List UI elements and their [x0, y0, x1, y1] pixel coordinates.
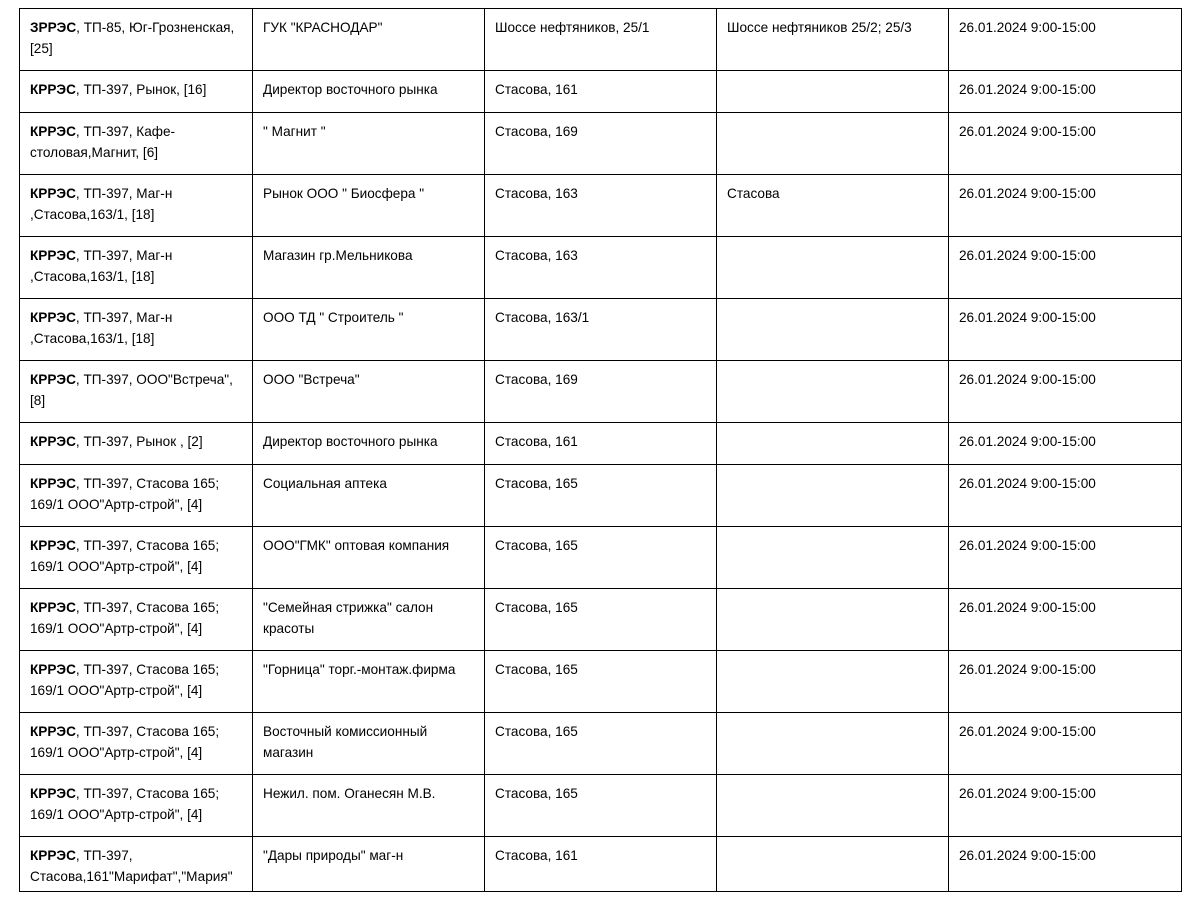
outage-time-cell	[949, 423, 1182, 465]
address-cell	[485, 9, 717, 71]
power-source-line: , ТП-397, Кафе-	[75, 124, 176, 139]
address-text: Стасова, 165	[495, 476, 578, 491]
power-source-line: , ТП-397, Стасова 165;	[75, 662, 220, 677]
consumer-line: "Дары природы" маг-н	[263, 848, 404, 863]
outage-time-cell	[949, 713, 1182, 775]
power-source-line: столовая,Магнит, [6]	[30, 145, 159, 160]
power-source-line: 169/1 ООО"Артр-строй", [4]	[30, 807, 203, 822]
power-source-cell	[20, 423, 253, 465]
consumer-line: Рынок ООО " Биосфера "	[263, 186, 425, 201]
network-district: КРРЭС	[30, 434, 76, 449]
consumer-line: ООО "Встреча"	[263, 372, 360, 387]
consumer-cell	[253, 423, 485, 465]
network-district: КРРЭС	[30, 186, 76, 201]
power-source-line: [25]	[30, 41, 53, 56]
extra-address-cell	[717, 113, 949, 175]
extra-address-cell	[717, 713, 949, 775]
consumer-cell	[253, 9, 485, 71]
consumer-line: Восточный комиссионный	[263, 724, 428, 739]
consumer-cell	[253, 237, 485, 299]
power-source-line: , ТП-397, ООО"Встреча",	[75, 372, 233, 387]
extra-address-cell	[717, 9, 949, 71]
outage-time-cell	[949, 465, 1182, 527]
extra-address-cell	[717, 175, 949, 237]
address-cell	[485, 361, 717, 423]
power-source-line: Стасова,161"Марифат","Мария"	[30, 869, 233, 884]
address-text: Стасова, 165	[495, 786, 578, 801]
table-row	[20, 651, 1182, 713]
power-source-line: , ТП-85, Юг-Грозненская,	[76, 20, 235, 35]
power-source-line: , ТП-397, Рынок , [2]	[75, 434, 203, 449]
power-source-line: , ТП-397, Рынок, [16]	[75, 82, 207, 97]
address-cell	[485, 837, 717, 892]
extra-address-cell	[717, 237, 949, 299]
extra-address-cell	[717, 527, 949, 589]
address-cell	[485, 113, 717, 175]
power-source-cell	[20, 713, 253, 775]
outage-time-cell	[949, 175, 1182, 237]
address-text: Стасова, 161	[495, 848, 578, 863]
address-cell	[485, 175, 717, 237]
power-source-cell	[20, 175, 253, 237]
power-source-line: 169/1 ООО"Артр-строй", [4]	[30, 621, 203, 636]
table-row	[20, 423, 1182, 465]
address-cell	[485, 713, 717, 775]
consumer-line: Директор восточного рынка	[263, 82, 438, 97]
table-row	[20, 837, 1182, 892]
power-source-line: , ТП-397, Стасова 165;	[75, 476, 220, 491]
consumer-line: ГУК "КРАСНОДАР"	[263, 20, 383, 35]
outage-time-cell	[949, 837, 1182, 892]
table-row	[20, 237, 1182, 299]
power-source-line: 169/1 ООО"Артр-строй", [4]	[30, 745, 203, 760]
power-source-cell	[20, 113, 253, 175]
document-page	[19, 8, 1181, 892]
address-text: Стасова, 163	[495, 186, 578, 201]
table-row	[20, 589, 1182, 651]
address-cell	[485, 527, 717, 589]
consumer-line: Социальная аптека	[263, 476, 387, 491]
table-row	[20, 175, 1182, 237]
consumer-cell	[253, 589, 485, 651]
power-source-line: , ТП-397, Маг-н	[75, 310, 173, 325]
network-district: КРРЭС	[30, 662, 76, 677]
consumer-cell	[253, 361, 485, 423]
consumer-cell	[253, 113, 485, 175]
table-row	[20, 71, 1182, 113]
extra-address-cell	[717, 465, 949, 527]
power-source-line: , ТП-397, Маг-н	[75, 186, 173, 201]
network-district: КРРЭС	[30, 786, 76, 801]
outage-time-text: 26.01.2024 9:00-15:00	[959, 538, 1096, 553]
power-source-cell	[20, 299, 253, 361]
outage-time-text: 26.01.2024 9:00-15:00	[959, 724, 1096, 739]
power-source-cell	[20, 9, 253, 71]
consumer-line: "Горница" торг.-монтаж.фирма	[263, 662, 456, 677]
outage-time-cell	[949, 775, 1182, 837]
address-cell	[485, 237, 717, 299]
extra-address-text: Стасова	[727, 186, 780, 201]
power-source-cell	[20, 837, 253, 892]
power-source-line: , ТП-397, Стасова 165;	[75, 538, 220, 553]
consumer-cell	[253, 299, 485, 361]
consumer-line: "Семейная стрижка" салон	[263, 600, 434, 615]
address-text: Стасова, 169	[495, 124, 578, 139]
outage-schedule-table	[19, 8, 1182, 892]
power-source-cell	[20, 589, 253, 651]
power-source-cell	[20, 237, 253, 299]
address-cell	[485, 71, 717, 113]
outage-time-cell	[949, 527, 1182, 589]
outage-time-text: 26.01.2024 9:00-15:00	[959, 786, 1096, 801]
consumer-line: Нежил. пом. Оганесян М.В.	[263, 786, 436, 801]
address-text: Стасова, 163/1	[495, 310, 590, 325]
outage-time-cell	[949, 299, 1182, 361]
power-source-line: [8]	[30, 393, 46, 408]
outage-time-cell	[949, 71, 1182, 113]
table-row	[20, 113, 1182, 175]
address-cell	[485, 465, 717, 527]
outage-time-text: 26.01.2024 9:00-15:00	[959, 434, 1096, 449]
extra-address-cell	[717, 71, 949, 113]
extra-address-cell	[717, 775, 949, 837]
table-row	[20, 465, 1182, 527]
outage-time-text: 26.01.2024 9:00-15:00	[959, 310, 1096, 325]
consumer-cell	[253, 837, 485, 892]
table-row	[20, 361, 1182, 423]
power-source-cell	[20, 651, 253, 713]
power-source-line: , ТП-397, Стасова 165;	[75, 786, 220, 801]
address-text: Стасова, 165	[495, 662, 578, 677]
address-text: Стасова, 163	[495, 248, 578, 263]
power-source-line: ,Стасова,163/1, [18]	[30, 269, 155, 284]
outage-time-text: 26.01.2024 9:00-15:00	[959, 248, 1096, 263]
extra-address-cell	[717, 837, 949, 892]
outage-time-text: 26.01.2024 9:00-15:00	[959, 20, 1096, 35]
address-text: Стасова, 165	[495, 538, 578, 553]
power-source-line: 169/1 ООО"Артр-строй", [4]	[30, 497, 203, 512]
network-district: КРРЭС	[30, 248, 76, 263]
consumer-cell	[253, 775, 485, 837]
address-cell	[485, 775, 717, 837]
network-district: КРРЭС	[30, 310, 76, 325]
consumer-line: " Магнит "	[263, 124, 326, 139]
outage-time-text: 26.01.2024 9:00-15:00	[959, 124, 1096, 139]
power-source-line: , ТП-397, Маг-н	[75, 248, 173, 263]
network-district: КРРЭС	[30, 848, 76, 863]
outage-time-cell	[949, 361, 1182, 423]
consumer-cell	[253, 465, 485, 527]
table-row	[20, 527, 1182, 589]
power-source-cell	[20, 71, 253, 113]
address-cell	[485, 589, 717, 651]
network-district: КРРЭС	[30, 600, 76, 615]
consumer-cell	[253, 71, 485, 113]
consumer-cell	[253, 651, 485, 713]
network-district: КРРЭС	[30, 82, 76, 97]
table-row	[20, 713, 1182, 775]
address-cell	[485, 651, 717, 713]
address-text: Стасова, 161	[495, 434, 578, 449]
table-row	[20, 9, 1182, 71]
network-district: КРРЭС	[30, 124, 76, 139]
power-source-line: , ТП-397, Стасова 165;	[75, 600, 220, 615]
table-row	[20, 775, 1182, 837]
extra-address-cell	[717, 651, 949, 713]
consumer-cell	[253, 175, 485, 237]
outage-time-text: 26.01.2024 9:00-15:00	[959, 600, 1096, 615]
address-text: Стасова, 169	[495, 372, 578, 387]
network-district: КРРЭС	[30, 724, 76, 739]
consumer-line: Магазин гр.Мельникова	[263, 248, 413, 263]
extra-address-cell	[717, 423, 949, 465]
outage-time-text: 26.01.2024 9:00-15:00	[959, 848, 1096, 863]
power-source-line: , ТП-397, Стасова 165;	[75, 724, 220, 739]
address-text: Шоссе нефтяников, 25/1	[495, 20, 650, 35]
outage-time-cell	[949, 589, 1182, 651]
network-district: КРРЭС	[30, 476, 76, 491]
address-cell	[485, 299, 717, 361]
network-district: КРРЭС	[30, 372, 76, 387]
power-source-line: , ТП-397,	[75, 848, 133, 863]
network-district: ЗРРЭС	[30, 20, 77, 35]
outage-time-cell	[949, 651, 1182, 713]
outage-time-cell	[949, 237, 1182, 299]
consumer-cell	[253, 527, 485, 589]
power-source-line: ,Стасова,163/1, [18]	[30, 207, 155, 222]
extra-address-cell	[717, 361, 949, 423]
extra-address-cell	[717, 299, 949, 361]
power-source-line: 169/1 ООО"Артр-строй", [4]	[30, 559, 203, 574]
consumer-line: ООО ТД " Строитель "	[263, 310, 404, 325]
power-source-cell	[20, 527, 253, 589]
address-cell	[485, 423, 717, 465]
power-source-cell	[20, 775, 253, 837]
extra-address-cell	[717, 589, 949, 651]
address-text: Стасова, 165	[495, 600, 578, 615]
network-district: КРРЭС	[30, 538, 76, 553]
power-source-line: ,Стасова,163/1, [18]	[30, 331, 155, 346]
outage-time-text: 26.01.2024 9:00-15:00	[959, 186, 1096, 201]
consumer-line: красоты	[263, 621, 315, 636]
address-text: Стасова, 165	[495, 724, 578, 739]
outage-time-text: 26.01.2024 9:00-15:00	[959, 372, 1096, 387]
power-source-line: 169/1 ООО"Артр-строй", [4]	[30, 683, 203, 698]
outage-time-cell	[949, 9, 1182, 71]
consumer-cell	[253, 713, 485, 775]
address-text: Стасова, 161	[495, 82, 578, 97]
extra-address-text: Шоссе нефтяников 25/2; 25/3	[727, 20, 912, 35]
outage-time-text: 26.01.2024 9:00-15:00	[959, 662, 1096, 677]
outage-time-cell	[949, 113, 1182, 175]
power-source-cell	[20, 361, 253, 423]
outage-time-text: 26.01.2024 9:00-15:00	[959, 82, 1096, 97]
power-source-cell	[20, 465, 253, 527]
outage-time-text: 26.01.2024 9:00-15:00	[959, 476, 1096, 491]
consumer-line: магазин	[263, 745, 314, 760]
table-row	[20, 299, 1182, 361]
consumer-line: ООО"ГМК" оптовая компания	[263, 538, 450, 553]
consumer-line: Директор восточного рынка	[263, 434, 438, 449]
